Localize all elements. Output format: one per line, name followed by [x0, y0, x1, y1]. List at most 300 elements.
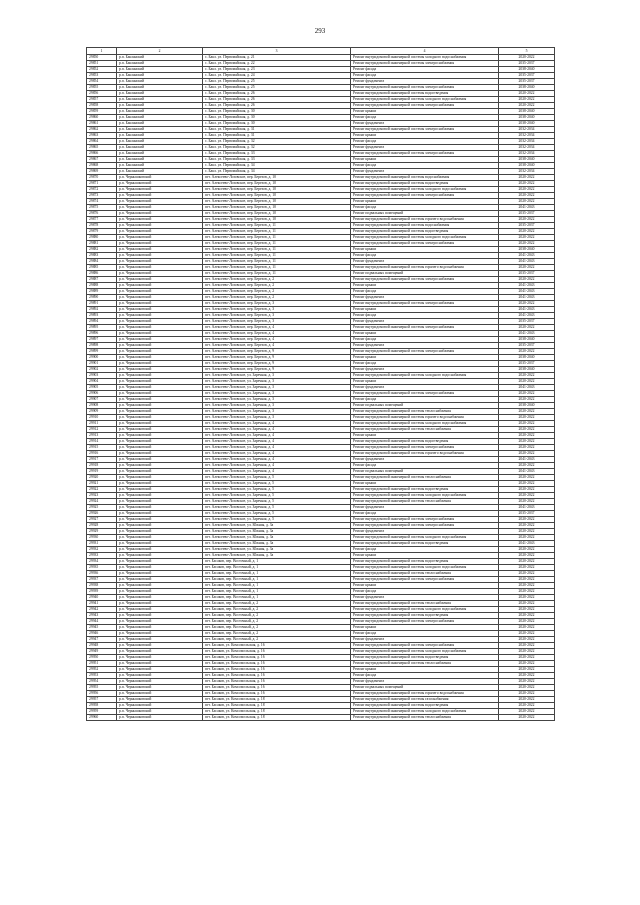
municipality-cell: р.п. Чернышковский [117, 577, 203, 583]
work-type-cell: Ремонт фасада [351, 547, 499, 553]
period-cell: 2020-2022 [499, 415, 555, 421]
work-type-cell: Ремонт внутридомовой инженерной системы горячего водоснабжения [351, 415, 499, 421]
row-number-cell: 29859 [87, 109, 117, 115]
row-number-cell: 29890 [87, 295, 117, 301]
period-cell: 2038-2040 [499, 67, 555, 73]
municipality-cell: р.п. Чернышковский [117, 187, 203, 193]
period-cell: 2020-2022 [499, 559, 555, 565]
period-cell: 2020-2022 [499, 391, 555, 397]
work-type-cell: Ремонт внутридомовой инженерной системы электроснабжения [351, 193, 499, 199]
row-number-cell: 29933 [87, 553, 117, 559]
municipality-cell: р.п. Чернышковский [117, 679, 203, 685]
period-cell: 2020-2022 [499, 643, 555, 649]
row-number-cell: 29934 [87, 559, 117, 565]
row-number-cell: 29926 [87, 511, 117, 517]
address-cell: с. Бакл. ул. Первомайская, д. 26 [203, 97, 351, 103]
period-cell: 2020-2022 [499, 187, 555, 193]
period-cell: 2020-2022 [499, 517, 555, 523]
address-cell: пгт. Басаков, ул. Комсомольская, д. 18 [203, 715, 351, 721]
municipality-cell: р.п. Чернышковский [117, 223, 203, 229]
row-number-cell: 29850 [87, 55, 117, 61]
work-type-cell: Ремонт внутридомовой инженерной системы электроснабжения [351, 445, 499, 451]
work-type-cell: Ремонт внутридомовой инженерной системы электроснабжения [351, 643, 499, 649]
work-type-cell: Ремонт внутридомовой инженерной системы водоотведения [351, 559, 499, 565]
period-cell: 2020-2022 [499, 241, 555, 247]
row-number-cell: 29927 [87, 517, 117, 523]
address-cell: пгт. Алексеево-Лозовское, ул. Южная, д. 3а [203, 523, 351, 529]
work-type-cell: Ремонт крыши [351, 553, 499, 559]
work-type-cell: Ремонт внутридомовой инженерной системы электроснабжения [351, 517, 499, 523]
work-type-cell: Ремонт внутридомовой инженерной системы холодного водоснабжения [351, 373, 499, 379]
row-number-cell: 29939 [87, 589, 117, 595]
address-cell: пгт. Алексеево-Лозовское, пер. Березов, д. 2 [203, 295, 351, 301]
address-cell: пгт. Алексеево-Лозовское, пер. Березов, д. 11 [203, 271, 351, 277]
municipality-cell: р.п. Чернышковский [117, 541, 203, 547]
address-cell: пгт. Алексеево-Лозовское, пер. Березов, д. 2 [203, 277, 351, 283]
work-type-cell: Ремонт внутридомовой инженерной системы холодного водоснабжения [351, 565, 499, 571]
address-cell: пгт. Алексеево-Лозовское, пер. Березов, д. 10 [203, 193, 351, 199]
period-cell: 2020-2022 [499, 655, 555, 661]
work-type-cell: Ремонт крыши [351, 433, 499, 439]
work-type-cell: Ремонт фасада [351, 313, 499, 319]
address-cell: пгт. Алексеево-Лозовское, ул. Заречная, д. 5 [203, 493, 351, 499]
work-type-cell: Ремонт фасада [351, 361, 499, 367]
address-cell: пгт. Алексеево-Лозовское, ул. Южная, д. 3а [203, 535, 351, 541]
address-cell: пгт. Алексеево-Лозовское, пер. Березов, д. 10 [203, 199, 351, 205]
address-cell: пгт. Алексеево-Лозовское, ул. Заречная, д. 5 [203, 475, 351, 481]
row-number-cell: 29851 [87, 61, 117, 67]
work-type-cell: Ремонт внутридомовой инженерной системы газоснабжения [351, 697, 499, 703]
address-cell: пгт. Алексеево-Лозовское, пер. Березов, д. 9 [203, 361, 351, 367]
work-type-cell: Ремонт внутридомовой инженерной системы электроснабжения [351, 85, 499, 91]
address-cell: пгт. Алексеево-Лозовское, ул. Заречная, д. 5 [203, 517, 351, 523]
work-type-cell: Ремонт фасада [351, 139, 499, 145]
work-type-cell: Ремонт фундамента [351, 343, 499, 349]
period-cell: 2020-2022 [499, 649, 555, 655]
row-number-cell: 29907 [87, 397, 117, 403]
work-type-cell: Ремонт внутридомовой инженерной системы теплоснабжения [351, 409, 499, 415]
work-type-cell: Ремонт подвальных помещений [351, 271, 499, 277]
municipality-cell: р.п. Баклянский [117, 127, 203, 133]
row-number-cell: 29911 [87, 421, 117, 427]
period-cell: 2020-2022 [499, 235, 555, 241]
period-cell: 2038-2040 [499, 247, 555, 253]
work-type-cell: Ремонт внутридомовой инженерной системы холодного водоснабжения [351, 535, 499, 541]
address-cell: пгт. Басаков, ул. Комсомольская, д. 16 [203, 673, 351, 679]
address-cell: с. Бакл. ул. Первомайская, д. 26 [203, 103, 351, 109]
work-type-cell: Ремонт крыши [351, 625, 499, 631]
row-number-cell: 29943 [87, 613, 117, 619]
work-type-cell: Ремонт крыши [351, 109, 499, 115]
row-number-cell: 29885 [87, 265, 117, 271]
work-type-cell: Ремонт внутридомовой инженерной системы холодного водоснабжения [351, 97, 499, 103]
address-cell: пгт. Басаков, ул. Комсомольская, д. 16 [203, 685, 351, 691]
period-cell: 2041-2043 [499, 295, 555, 301]
period-cell: 2041-2043 [499, 289, 555, 295]
address-cell: с. Бакл. ул. Первомайская, д. 25 [203, 85, 351, 91]
row-number-cell: 29874 [87, 199, 117, 205]
work-type-cell: Ремонт внутридомовой инженерной системы холодного водоснабжения [351, 235, 499, 241]
municipality-cell: р.п. Баклянский [117, 109, 203, 115]
period-cell: 2020-2022 [499, 103, 555, 109]
municipality-cell: р.п. Чернышковский [117, 565, 203, 571]
period-cell: 2020-2022 [499, 565, 555, 571]
municipality-cell: р.п. Чернышковский [117, 247, 203, 253]
work-type-cell: Ремонт внутридомовой инженерной системы холодного водоснабжения [351, 187, 499, 193]
work-type-cell: Ремонт фундамента [351, 385, 499, 391]
period-cell: 2041-2043 [499, 283, 555, 289]
municipality-cell: р.п. Баклянский [117, 79, 203, 85]
address-cell: пгт. Басаков, ул. Комсомольская, д. 16 [203, 643, 351, 649]
row-number-cell: 29860 [87, 115, 117, 121]
period-cell: 2020-2022 [499, 625, 555, 631]
row-number-cell: 29876 [87, 211, 117, 217]
address-cell: пгт. Басаков, ул. Комсомольская, д. 16 [203, 649, 351, 655]
period-cell: 2020-2022 [499, 631, 555, 637]
period-cell: 2020-2022 [499, 265, 555, 271]
row-number-cell: 29894 [87, 319, 117, 325]
work-type-cell: Ремонт внутридомовой инженерной системы водоотведения [351, 655, 499, 661]
work-type-cell: Ремонт фундамента [351, 679, 499, 685]
period-cell: 2020-2022 [499, 481, 555, 487]
work-type-cell: Ремонт внутридомовой инженерной системы электроснабжения [351, 577, 499, 583]
address-cell: пгт. Алексеево-Лозовское, ул. Заречная, д. 5 [203, 511, 351, 517]
period-cell: 2020-2022 [499, 583, 555, 589]
municipality-cell: р.п. Чернышковский [117, 625, 203, 631]
address-cell: пгт. Басаков, пер. Восточный, д. 2 [203, 631, 351, 637]
address-cell: пгт. Басаков, пер. Восточный, д. 1 [203, 571, 351, 577]
municipality-cell: р.п. Чернышковский [117, 349, 203, 355]
address-cell: пгт. Алексеево-Лозовское, пер. Березов, д. 11 [203, 247, 351, 253]
work-type-cell: Ремонт внутридомовой инженерной системы теплоснабжения [351, 427, 499, 433]
row-number-cell: 29957 [87, 697, 117, 703]
municipality-cell: р.п. Чернышковский [117, 403, 203, 409]
municipality-cell: р.п. Чернышковский [117, 295, 203, 301]
municipality-cell: р.п. Чернышковский [117, 505, 203, 511]
address-cell: пгт. Алексеево-Лозовское, пер. Березов, д. 2 [203, 283, 351, 289]
work-type-cell: Ремонт фундамента [351, 529, 499, 535]
work-type-cell: Ремонт внутридомовой инженерной системы водоотведения [351, 229, 499, 235]
municipality-cell: р.п. Чернышковский [117, 229, 203, 235]
address-cell: пгт. Алексеево-Лозовское, пер. Березов, д. 2 [203, 289, 351, 295]
work-type-cell: Ремонт внутридомовой инженерной системы водоотведения [351, 91, 499, 97]
work-type-cell: Ремонт внутридомовой инженерной системы холодного водоснабжения [351, 709, 499, 715]
municipality-cell: р.п. Чернышковский [117, 391, 203, 397]
municipality-cell: р.п. Чернышковский [117, 481, 203, 487]
municipality-cell: р.п. Чернышковский [117, 655, 203, 661]
municipality-cell: р.п. Чернышковский [117, 415, 203, 421]
work-type-cell: Ремонт внутридомовой инженерной системы электроснабжения [351, 619, 499, 625]
work-type-cell: Ремонт фундамента [351, 259, 499, 265]
row-number-cell: 29949 [87, 649, 117, 655]
address-cell: пгт. Алексеево-Лозовское, ул. Заречная, д. 3 [203, 409, 351, 415]
municipality-cell: р.п. Чернышковский [117, 283, 203, 289]
period-cell: 2020-2022 [499, 637, 555, 643]
period-cell: 2032-2034 [499, 127, 555, 133]
row-number-cell: 29923 [87, 493, 117, 499]
municipality-cell: р.п. Баклянский [117, 91, 203, 97]
period-cell: 2020-2022 [499, 589, 555, 595]
address-cell: пгт. Алексеево-Лозовское, ул. Заречная, д. 5 [203, 487, 351, 493]
address-cell: пгт. Алексеево-Лозовское, пер. Березов, д. 3 [203, 301, 351, 307]
row-number-cell: 29883 [87, 253, 117, 259]
municipality-cell: р.п. Чернышковский [117, 337, 203, 343]
row-number-cell: 29901 [87, 361, 117, 367]
period-cell: 2020-2022 [499, 571, 555, 577]
period-cell: 2041-2043 [499, 313, 555, 319]
row-number-cell: 29906 [87, 391, 117, 397]
address-cell: пгт. Алексеево-Лозовское, ул. Заречная, д. 5 [203, 505, 351, 511]
work-type-cell: Ремонт подвальных помещений [351, 469, 499, 475]
row-number-cell: 29915 [87, 445, 117, 451]
address-cell: пгт. Алексеево-Лозовское, пер. Березов, д. 3 [203, 319, 351, 325]
row-number-cell: 29909 [87, 409, 117, 415]
row-number-cell: 29930 [87, 535, 117, 541]
period-cell: 2020-2022 [499, 685, 555, 691]
row-number-cell: 29863 [87, 133, 117, 139]
municipality-cell: р.п. Чернышковский [117, 427, 203, 433]
period-cell: 2020-2022 [499, 451, 555, 457]
row-number-cell: 29955 [87, 685, 117, 691]
municipality-cell: р.п. Чернышковский [117, 409, 203, 415]
row-number-cell: 29910 [87, 415, 117, 421]
work-type-cell: Ремонт фасада [351, 631, 499, 637]
address-cell: с. Бакл. ул. Первомайская, д. 22 [203, 61, 351, 67]
row-number-cell: 29866 [87, 151, 117, 157]
work-type-cell: Ремонт фасада [351, 253, 499, 259]
row-number-cell: 29888 [87, 283, 117, 289]
work-type-cell: Ремонт крыши [351, 355, 499, 361]
address-cell: с. Бакл. ул. Первомайская, д. 23 [203, 67, 351, 73]
work-type-cell: Ремонт внутридомовой инженерной системы теплоснабжения [351, 715, 499, 721]
municipality-cell: р.п. Чернышковский [117, 265, 203, 271]
municipality-cell: р.п. Баклянский [117, 73, 203, 79]
row-number-cell: 29947 [87, 637, 117, 643]
address-cell: с. Бакл. ул. Первомайская, д. 32 [203, 145, 351, 151]
period-cell: 2038-2040 [499, 337, 555, 343]
row-number-cell: 29856 [87, 91, 117, 97]
row-number-cell: 29875 [87, 205, 117, 211]
municipality-cell: р.п. Чернышковский [117, 715, 203, 721]
period-cell: 2020-2022 [499, 409, 555, 415]
work-type-cell: Ремонт фундамента [351, 319, 499, 325]
municipality-cell: р.п. Чернышковский [117, 637, 203, 643]
work-type-cell: Ремонт крыши [351, 331, 499, 337]
period-cell: 2020-2022 [499, 703, 555, 709]
work-type-cell: Ремонт крыши [351, 379, 499, 385]
period-cell: 2020-2022 [499, 493, 555, 499]
row-number-cell: 29922 [87, 487, 117, 493]
row-number-cell: 29873 [87, 193, 117, 199]
municipality-cell: р.п. Баклянский [117, 133, 203, 139]
address-cell: пгт. Басаков, ул. Комсомольская, д. 18 [203, 709, 351, 715]
work-type-cell: Ремонт крыши [351, 247, 499, 253]
municipality-cell: р.п. Чернышковский [117, 613, 203, 619]
work-type-cell: Ремонт подвальных помещений [351, 685, 499, 691]
work-type-cell: Ремонт фундамента [351, 637, 499, 643]
municipality-cell: р.п. Чернышковский [117, 553, 203, 559]
row-number-cell: 29946 [87, 631, 117, 637]
address-cell: пгт. Басаков, пер. Восточный, д. 1 [203, 559, 351, 565]
row-number-cell: 29917 [87, 457, 117, 463]
row-number-cell: 29932 [87, 547, 117, 553]
row-number-cell: 29889 [87, 289, 117, 295]
address-cell: пгт. Алексеево-Лозовское, пер. Березов, д. 11 [203, 259, 351, 265]
period-cell: 2032-2034 [499, 139, 555, 145]
period-cell: 2020-2022 [499, 529, 555, 535]
address-cell: пгт. Алексеево-Лозовское, ул. Заречная, д. 4 [203, 463, 351, 469]
period-cell: 2041-2043 [499, 307, 555, 313]
address-cell: пгт. Алексеево-Лозовское, пер. Березов, д. 11 [203, 241, 351, 247]
period-cell: 2020-2022 [499, 595, 555, 601]
row-number-cell: 29931 [87, 541, 117, 547]
period-cell: 2038-2040 [499, 367, 555, 373]
work-type-cell: Ремонт внутридомовой инженерной системы водоотведения [351, 487, 499, 493]
municipality-cell: р.п. Чернышковский [117, 331, 203, 337]
address-cell: пгт. Басаков, пер. Восточный, д. 2 [203, 607, 351, 613]
municipality-cell: р.п. Чернышковский [117, 379, 203, 385]
municipality-cell: р.п. Чернышковский [117, 673, 203, 679]
period-cell: 2020-2022 [499, 175, 555, 181]
address-cell: пгт. Алексеево-Лозовское, пер. Березов, д. 11 [203, 265, 351, 271]
address-cell: пгт. Басаков, пер. Восточный, д. 2 [203, 601, 351, 607]
municipality-cell: р.п. Чернышковский [117, 319, 203, 325]
address-cell: пгт. Алексеево-Лозовское, ул. Заречная, д. 3 [203, 379, 351, 385]
row-number-cell: 29953 [87, 673, 117, 679]
column-header: 4 [351, 48, 499, 55]
work-type-cell: Ремонт внутридомовой инженерной системы электроснабжения [351, 325, 499, 331]
work-type-cell: Ремонт фасада [351, 589, 499, 595]
row-number-cell: 29959 [87, 709, 117, 715]
municipality-cell: р.п. Баклянский [117, 55, 203, 61]
period-cell: 2035-2037 [499, 511, 555, 517]
address-cell: пгт. Алексеево-Лозовское, пер. Березов, д. 10 [203, 205, 351, 211]
municipality-cell: р.п. Баклянский [117, 169, 203, 175]
period-cell: 2020-2022 [499, 325, 555, 331]
period-cell: 2038-2040 [499, 355, 555, 361]
period-cell: 2038-2040 [499, 403, 555, 409]
row-number-cell: 29956 [87, 691, 117, 697]
municipality-cell: р.п. Чернышковский [117, 487, 203, 493]
municipality-cell: р.п. Чернышковский [117, 649, 203, 655]
period-cell: 2020-2022 [499, 673, 555, 679]
work-type-cell: Ремонт крыши [351, 283, 499, 289]
period-cell: 2020-2022 [499, 697, 555, 703]
period-cell: 2020-2022 [499, 691, 555, 697]
address-cell: пгт. Алексеево-Лозовское, ул. Южная, д. 3а [203, 553, 351, 559]
address-cell: пгт. Алексеево-Лозовское, пер. Березов, д. 10 [203, 175, 351, 181]
work-type-cell: Ремонт внутридомовой инженерной системы электроснабжения [351, 127, 499, 133]
period-cell: 2035-2037 [499, 211, 555, 217]
municipality-cell: р.п. Чернышковский [117, 583, 203, 589]
municipality-cell: р.п. Чернышковский [117, 559, 203, 565]
municipality-cell: р.п. Чернышковский [117, 475, 203, 481]
work-type-cell: Ремонт фасада [351, 163, 499, 169]
address-cell: пгт. Басаков, ул. Комсомольская, д. 18 [203, 703, 351, 709]
work-type-cell: Ремонт внутридомовой инженерной системы электроснабжения [351, 241, 499, 247]
row-number-cell: 29920 [87, 475, 117, 481]
work-type-cell: Ремонт внутридомовой инженерной системы водоснабжения [351, 223, 499, 229]
period-cell: 2020-2022 [499, 349, 555, 355]
table-body [87, 55, 555, 721]
municipality-cell: р.п. Чернышковский [117, 175, 203, 181]
row-number-cell: 29886 [87, 271, 117, 277]
municipality-cell: р.п. Чернышковский [117, 709, 203, 715]
work-type-cell: Ремонт фундамента [351, 295, 499, 301]
row-number-cell: 29918 [87, 463, 117, 469]
row-number-cell: 29944 [87, 619, 117, 625]
address-cell: пгт. Алексеево-Лозовское, ул. Заречная, д. 3 [203, 415, 351, 421]
address-cell: с. Бакл. ул. Первомайская, д. 25 [203, 79, 351, 85]
municipality-cell: р.п. Чернышковский [117, 493, 203, 499]
period-cell: 2041-2043 [499, 469, 555, 475]
address-cell: пгт. Алексеево-Лозовское, ул. Заречная, д. 3 [203, 373, 351, 379]
municipality-cell: р.п. Чернышковский [117, 601, 203, 607]
work-type-cell: Ремонт фундамента [351, 169, 499, 175]
address-cell: пгт. Алексеево-Лозовское, пер. Березов, д. 11 [203, 223, 351, 229]
row-number-cell: 29877 [87, 217, 117, 223]
work-type-cell: Ремонт подвальных помещений [351, 403, 499, 409]
work-type-cell: Ремонт внутридомовой инженерной системы холодного водоснабжения [351, 649, 499, 655]
period-cell: 2038-2040 [499, 109, 555, 115]
municipality-cell: р.п. Баклянский [117, 121, 203, 127]
work-type-cell: Ремонт внутридомовой инженерной системы теплоснабжения [351, 475, 499, 481]
work-type-cell: Ремонт внутридомовой инженерной системы холодного водоснабжения [351, 493, 499, 499]
municipality-cell: р.п. Чернышковский [117, 499, 203, 505]
address-cell: с. Бакл. ул. Первомайская, д. 32 [203, 139, 351, 145]
work-type-cell: Ремонт фасада [351, 115, 499, 121]
address-cell: пгт. Басаков, ул. Комсомольская, д. 16 [203, 655, 351, 661]
address-cell: пгт. Басаков, пер. Восточный, д. 1 [203, 589, 351, 595]
work-type-cell: Ремонт внутридомовой инженерной системы горячего водоснабжения [351, 217, 499, 223]
municipality-cell: р.п. Чернышковский [117, 445, 203, 451]
period-cell: 2020-2022 [499, 607, 555, 613]
period-cell: 2020-2022 [499, 55, 555, 61]
work-type-cell: Ремонт внутридомовой инженерной системы электроснабжения [351, 277, 499, 283]
period-cell: 2038-2040 [499, 163, 555, 169]
address-cell: пгт. Алексеево-Лозовское, пер. Березов, д. 10 [203, 217, 351, 223]
work-type-cell: Ремонт крыши [351, 157, 499, 163]
work-type-cell: Ремонт фундамента [351, 121, 499, 127]
municipality-cell: р.п. Чернышковский [117, 211, 203, 217]
row-number-cell: 29937 [87, 577, 117, 583]
row-number-cell: 29878 [87, 223, 117, 229]
municipality-cell: р.п. Чернышковский [117, 235, 203, 241]
row-number-cell: 29872 [87, 187, 117, 193]
municipality-cell: р.п. Чернышковский [117, 385, 203, 391]
address-cell: с. Бакл. ул. Первомайская, д. 21 [203, 55, 351, 61]
address-cell: с. Бакл. ул. Первомайская, д. 33 [203, 157, 351, 163]
municipality-cell: р.п. Баклянский [117, 115, 203, 121]
row-number-cell: 29951 [87, 661, 117, 667]
municipality-cell: р.п. Чернышковский [117, 523, 203, 529]
address-cell: пгт. Алексеево-Лозовское, ул. Заречная, д. 4 [203, 457, 351, 463]
work-type-cell: Ремонт внутридомовой инженерной системы электроснабжения [351, 391, 499, 397]
address-cell: пгт. Басаков, пер. Восточный, д. 2 [203, 625, 351, 631]
row-number-cell: 29942 [87, 607, 117, 613]
address-cell: пгт. Алексеево-Лозовское, ул. Южная, д. 3а [203, 547, 351, 553]
address-cell: пгт. Алексеево-Лозовское, ул. Южная, д. 3а [203, 529, 351, 535]
period-cell: 2038-2040 [499, 157, 555, 163]
work-type-cell: Ремонт внутридомовой инженерной системы холодного водоснабжения [351, 607, 499, 613]
row-number-cell: 29865 [87, 145, 117, 151]
address-cell: пгт. Алексеево-Лозовское, пер. Березов, д. 10 [203, 181, 351, 187]
row-number-cell: 29938 [87, 583, 117, 589]
row-number-cell: 29892 [87, 307, 117, 313]
municipality-cell: р.п. Чернышковский [117, 307, 203, 313]
work-type-cell: Ремонт внутридомовой инженерной системы теплоснабжения [351, 661, 499, 667]
work-type-cell: Ремонт внутридомовой инженерной системы электроснабжения [351, 61, 499, 67]
